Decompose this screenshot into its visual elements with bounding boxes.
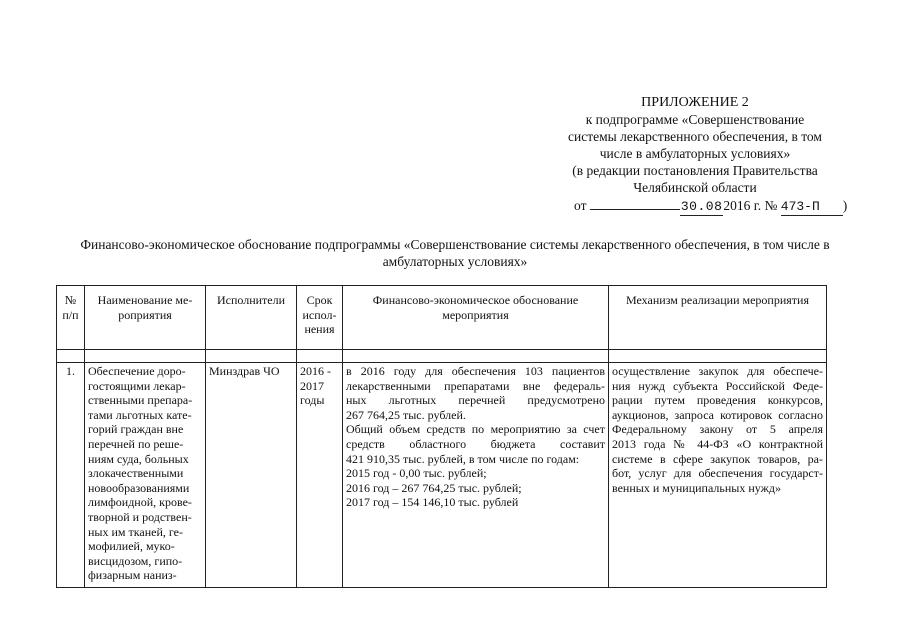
resolution-number: 473-П — [781, 198, 843, 216]
appendix-block — [540, 94, 850, 216]
document-heading: Финансово-экономическое обоснование подпрограммы «Совершенствование системы лекарственного обеспечения, в том числе в амбулаторных условиях» — [80, 237, 830, 269]
header-num: № п/п — [57, 286, 85, 350]
table-header-row — [57, 286, 827, 350]
row-num: 1. — [57, 363, 85, 588]
header-executors: Исполнители — [206, 286, 297, 350]
resolution-year: 2016 г. № — [723, 198, 778, 213]
row-mechanism: осуществление закупок для обеспече- ния нужд субъекта Российской Феде- рации путем проведения конкурсов, аукционов, запроса котировок согласно Федеральному закону от 5 апреля 2013 года № 44-ФЗ «О контрактной системе в сфере закупок товаров, ра- бот, услуг для обеспечения государст- венных и муниципальных нужд» — [609, 363, 827, 588]
activities-table — [56, 285, 827, 588]
row-term: 2016 - 2017 годы — [297, 363, 343, 588]
row-executors: Минздрав ЧО — [206, 363, 297, 588]
resolution-date: 30.08 — [680, 199, 723, 214]
resolution-date-line — [540, 196, 850, 216]
header-mechanism: Механизм реализации мероприятия — [609, 286, 827, 350]
appendix-line-4: (в редакции постановления Правительства — [572, 163, 818, 178]
header-term: Срок испол- нения — [297, 286, 343, 350]
date-blank — [590, 196, 680, 210]
appendix-line-1: к подпрограмме «Совершенствование — [585, 112, 805, 127]
table-row — [57, 363, 827, 588]
appendix-line-5: Челябинской области — [633, 180, 757, 195]
appendix-title: ПРИЛОЖЕНИЕ 2 — [641, 95, 749, 110]
closing-paren: ) — [842, 198, 848, 213]
appendix-line-2: системы лекарственного обеспечения, в том — [568, 129, 822, 144]
row-finance: в 2016 году для обеспечения 103 пациентов лекарственными препаратами вне федераль- ных льготных перечней предусмотрено 267 764,25 тыс. рублей. Общий объем средств по мероприятию за счет средств областного бюджета составит 421 910,35 тыс. рублей, в том числе по годам: 2015 год - 0,00 тыс. рублей; 2016 год – 267 764,25 тыс. рублей; 2017 год – 154 146,10 тыс. рублей — [343, 363, 609, 588]
ot-label: от — [574, 198, 587, 213]
row-name: Обеспечение доро- гостоящими лекар- ственными препара- тами льготных кате- горий граждан вне перечней по реше- ниям суда, больных злокачественными новообразованиями лимфоидной, крове- творной и родствен- ных им тканей, ге- мофилией, муко- висцидозом, гипо- физарным наниз- — [85, 363, 206, 588]
table-spacer-row — [57, 350, 827, 363]
header-finance: Финансово-экономическое обоснование мероприятия — [343, 286, 609, 350]
header-name: Наименование ме- роприятия — [85, 286, 206, 350]
appendix-line-3: числе в амбулаторных условиях» — [599, 146, 791, 161]
